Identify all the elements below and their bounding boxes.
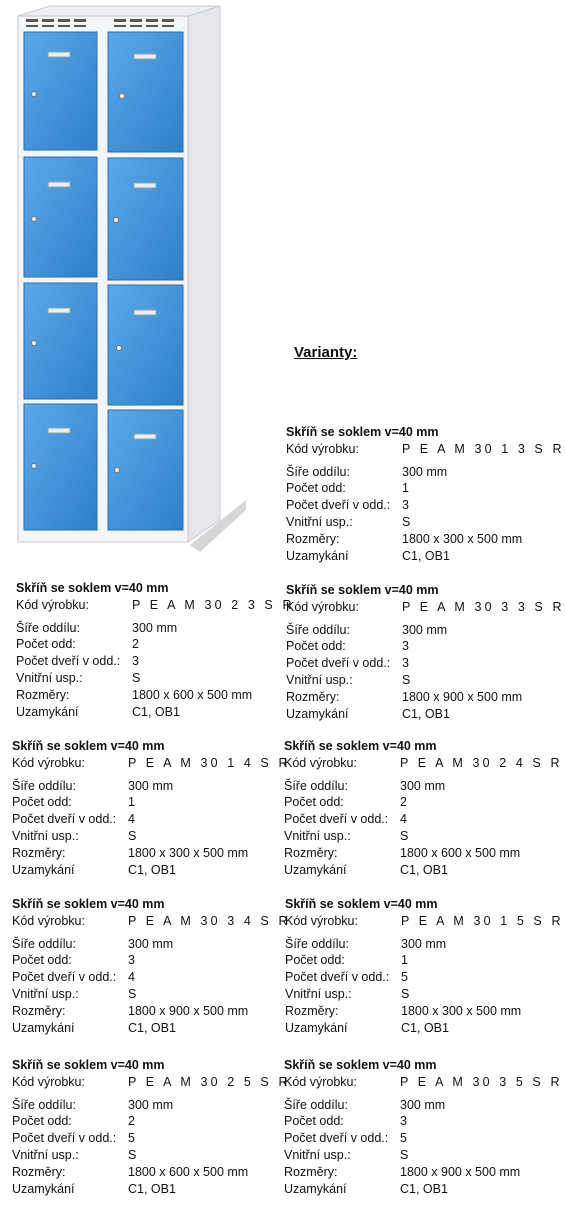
product-code: P E A M 30 2 4 S R [400,755,563,770]
dimensions-label: Rozměry: [12,1003,66,1018]
interior-label: Vnitřní usp.: [284,1147,351,1162]
interior-value: S [132,670,141,685]
variant-card [285,896,564,1036]
sections-label: Počet odd: [286,481,346,496]
interior-label: Vnitřní usp.: [286,514,353,529]
width-value: 300 mm [402,622,448,637]
product-code: P E A M 30 1 3 S R [402,441,565,456]
lock-value: C1, OB1 [128,1181,176,1196]
width-label: Šíře oddílu: [16,620,80,635]
variant-card [16,580,295,720]
sections-label: Počet odd: [12,953,72,968]
product-code: P E A M 30 3 5 S R [400,1074,563,1089]
dimensions-value: 1800 x 600 x 500 mm [132,687,253,702]
doors-label: Počet dveří v odd.: [12,812,117,827]
interior-label: Vnitřní usp.: [12,986,79,1001]
interior-value: S [128,828,137,843]
dimensions-label: Rozměry: [286,689,340,704]
locker-cabinet-icon [0,0,270,560]
width-label: Šíře oddílu: [286,464,350,479]
sections-label: Počet odd: [285,953,345,968]
code-label: Kód výrobku: [285,913,358,928]
sections-value: 2 [132,637,139,652]
lock-label: Uzamykání [12,1020,75,1035]
variant-title: Skříň se soklem v=40 mm [284,1058,437,1072]
variant-card [286,582,565,722]
interior-label: Vnitřní usp.: [285,986,352,1001]
sections-value: 3 [402,639,409,654]
variant-card [12,738,291,878]
lock-label: Uzamykání [16,704,79,719]
lock-value: C1, OB1 [128,862,176,877]
width-value: 300 mm [402,464,448,479]
variant-card [12,1057,291,1197]
variant-title: Skříň se soklem v=40 mm [12,739,165,753]
sections-value: 3 [128,953,135,968]
width-value: 300 mm [401,936,447,951]
product-code: P E A M 30 3 4 S R [128,913,291,928]
dimensions-value: 1800 x 300 x 500 mm [402,531,523,546]
dimensions-label: Rozměry: [285,1003,339,1018]
interior-value: S [402,672,411,687]
product-code: P E A M 30 1 4 S R [128,755,291,770]
variant-card [12,896,291,1036]
interior-value: S [402,514,411,529]
lock-label: Uzamykání [286,706,349,721]
width-value: 300 mm [400,1097,446,1112]
dimensions-label: Rozměry: [12,845,66,860]
variant-title: Skříň se soklem v=40 mm [12,1058,165,1072]
doors-label: Počet dveří v odd.: [12,970,117,985]
width-value: 300 mm [128,1097,174,1112]
code-label: Kód výrobku: [12,1074,85,1089]
variant-title: Skříň se soklem v=40 mm [286,425,439,439]
code-label: Kód výrobku: [12,755,85,770]
dimensions-value: 1800 x 900 x 500 mm [128,1003,249,1018]
variants-heading: Varianty: [294,344,358,361]
lock-label: Uzamykání [12,862,75,877]
sections-label: Počet odd: [12,1114,72,1129]
sections-label: Počet odd: [284,1114,344,1129]
doors-label: Počet dveří v odd.: [16,654,121,669]
lock-value: C1, OB1 [402,548,450,563]
variant-title: Skříň se soklem v=40 mm [286,583,439,597]
doors-label: Počet dveří v odd.: [285,970,390,985]
dimensions-value: 1800 x 300 x 500 mm [128,845,249,860]
sections-label: Počet odd: [16,637,76,652]
interior-value: S [128,986,137,1001]
product-code: P E A M 30 2 5 S R [128,1074,291,1089]
width-label: Šíře oddílu: [12,936,76,951]
dimensions-value: 1800 x 600 x 500 mm [400,845,521,860]
code-label: Kód výrobku: [286,441,359,456]
sections-value: 2 [128,1114,135,1129]
product-code: P E A M 30 3 3 S R [402,599,565,614]
lock-value: C1, OB1 [132,704,180,719]
interior-value: S [400,1147,409,1162]
sections-label: Počet odd: [284,795,344,810]
doors-value: 3 [132,654,139,669]
interior-label: Vnitřní usp.: [12,828,79,843]
width-value: 300 mm [132,620,178,635]
lock-label: Uzamykání [284,862,347,877]
dimensions-label: Rozměry: [286,531,340,546]
doors-label: Počet dveří v odd.: [284,812,389,827]
doors-value: 4 [128,970,135,985]
code-label: Kód výrobku: [284,1074,357,1089]
variant-card [284,738,563,878]
width-value: 300 mm [128,778,174,793]
variant-card [286,424,565,564]
variant-title: Skříň se soklem v=40 mm [12,897,165,911]
dimensions-value: 1800 x 300 x 500 mm [401,1003,522,1018]
doors-value: 3 [402,656,409,671]
variant-title: Skříň se soklem v=40 mm [284,739,437,753]
doors-value: 4 [400,812,407,827]
dimensions-label: Rozměry: [16,687,70,702]
width-label: Šíře oddílu: [286,622,350,637]
interior-value: S [401,986,410,1001]
sections-value: 1 [402,481,409,496]
variant-title: Skříň se soklem v=40 mm [285,897,438,911]
lock-label: Uzamykání [286,548,349,563]
doors-label: Počet dveří v odd.: [286,498,391,513]
code-label: Kód výrobku: [286,599,359,614]
sections-value: 2 [400,795,407,810]
dimensions-value: 1800 x 600 x 500 mm [128,1164,249,1179]
lock-value: C1, OB1 [402,706,450,721]
sections-value: 3 [400,1114,407,1129]
doors-label: Počet dveří v odd.: [284,1131,389,1146]
variant-title: Skříň se soklem v=40 mm [16,581,169,595]
dimensions-value: 1800 x 900 x 500 mm [400,1164,521,1179]
code-label: Kód výrobku: [16,597,89,612]
lock-value: C1, OB1 [400,1181,448,1196]
code-label: Kód výrobku: [12,913,85,928]
product-code: P E A M 30 2 3 S R [132,597,295,612]
dimensions-label: Rozměry: [284,845,338,860]
interior-label: Vnitřní usp.: [12,1147,79,1162]
lock-label: Uzamykání [284,1181,347,1196]
lock-label: Uzamykání [12,1181,75,1196]
sections-value: 1 [128,795,135,810]
doors-value: 5 [128,1131,135,1146]
sections-label: Počet odd: [12,795,72,810]
width-label: Šíře oddílu: [285,936,349,951]
interior-label: Vnitřní usp.: [284,828,351,843]
interior-label: Vnitřní usp.: [16,670,83,685]
doors-label: Počet dveří v odd.: [12,1131,117,1146]
dimensions-value: 1800 x 900 x 500 mm [402,689,523,704]
width-label: Šíře oddílu: [284,778,348,793]
width-value: 300 mm [128,936,174,951]
lock-label: Uzamykání [285,1020,348,1035]
doors-value: 5 [401,970,408,985]
doors-value: 3 [402,498,409,513]
width-label: Šíře oddílu: [284,1097,348,1112]
sections-label: Počet odd: [286,639,346,654]
product-code: P E A M 30 1 5 S R [401,913,564,928]
doors-label: Počet dveří v odd.: [286,656,391,671]
dimensions-label: Rozměry: [12,1164,66,1179]
variant-card [284,1057,563,1197]
interior-label: Vnitřní usp.: [286,672,353,687]
doors-value: 5 [400,1131,407,1146]
doors-value: 4 [128,812,135,827]
lock-value: C1, OB1 [128,1020,176,1035]
code-label: Kód výrobku: [284,755,357,770]
interior-value: S [400,828,409,843]
width-value: 300 mm [400,778,446,793]
sections-value: 1 [401,953,408,968]
lock-value: C1, OB1 [400,862,448,877]
width-label: Šíře oddílu: [12,1097,76,1112]
lock-value: C1, OB1 [401,1020,449,1035]
width-label: Šíře oddílu: [12,778,76,793]
interior-value: S [128,1147,137,1162]
dimensions-label: Rozměry: [284,1164,338,1179]
